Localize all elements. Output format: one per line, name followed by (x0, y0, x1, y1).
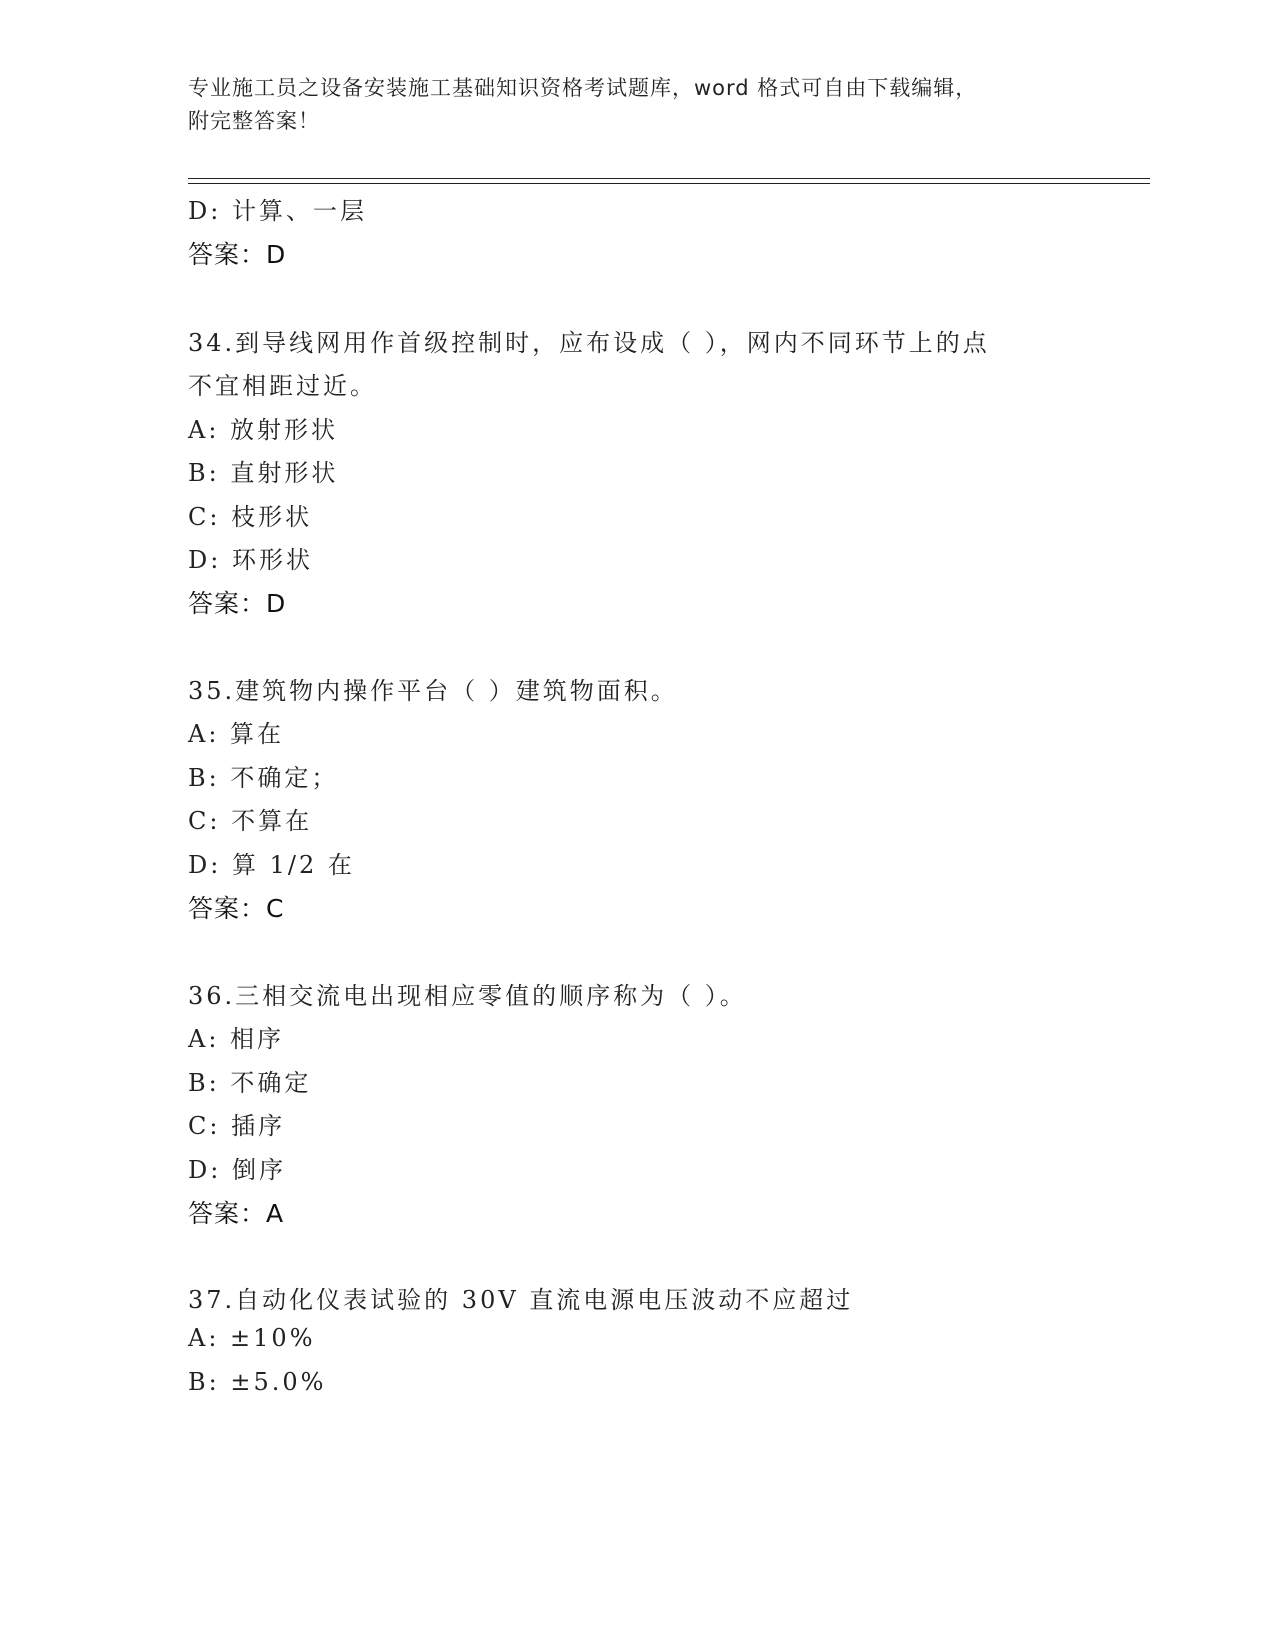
header-divider-top (188, 178, 1150, 179)
header-line-2: 附完整答案！ (188, 109, 320, 133)
question-35-answer: 答案：C (188, 894, 285, 923)
question-35-option-a: A: 算在 (188, 720, 285, 748)
document-header (188, 72, 1068, 138)
question-36-option-b: B: 不确定 (188, 1069, 312, 1097)
question-34-option-b: B: 直射形状 (188, 459, 339, 487)
question-34-option-d: D: 环形状 (188, 546, 313, 574)
question-34-stem-line-1: 34.到导线网用作首级控制时，应布设成（ ），网内不同环节上的点 (188, 329, 990, 357)
header-divider-bottom (188, 183, 1150, 184)
question-35-option-c: C: 不算在 (188, 807, 313, 835)
prev-option-d: D: 计算、一层 (188, 197, 367, 225)
question-37-stem: 37.自动化仪表试验的 30V 直流电源电压波动不应超过 (188, 1286, 854, 1314)
question-36-answer: 答案：A (188, 1199, 285, 1228)
question-37-option-b: B: ±5.0% (188, 1368, 327, 1396)
question-37-option-a: A: ±10% (188, 1324, 316, 1352)
question-35-stem: 35.建筑物内操作平台（ ）建筑物面积。 (188, 677, 678, 705)
question-35-option-b: B: 不确定； (188, 764, 339, 792)
question-36-option-a: A: 相序 (188, 1025, 285, 1053)
question-36-option-d: D: 倒序 (188, 1156, 286, 1184)
header-line-1: 专业施工员之设备安装施工基础知识资格考试题库，word 格式可自由下载编辑， (188, 76, 978, 100)
question-36-option-c: C: 插序 (188, 1112, 286, 1140)
question-34-answer: 答案：D (188, 589, 287, 618)
question-34-option-a: A: 放射形状 (188, 416, 339, 444)
question-35-option-d: D: 算 1/2 在 (188, 851, 355, 879)
prev-answer: 答案：D (188, 240, 287, 269)
question-34-option-c: C: 枝形状 (188, 503, 313, 531)
question-36-stem: 36.三相交流电出现相应零值的顺序称为（ ）。 (188, 982, 747, 1010)
question-34-stem-line-2: 不宜相距过近。 (188, 372, 377, 400)
